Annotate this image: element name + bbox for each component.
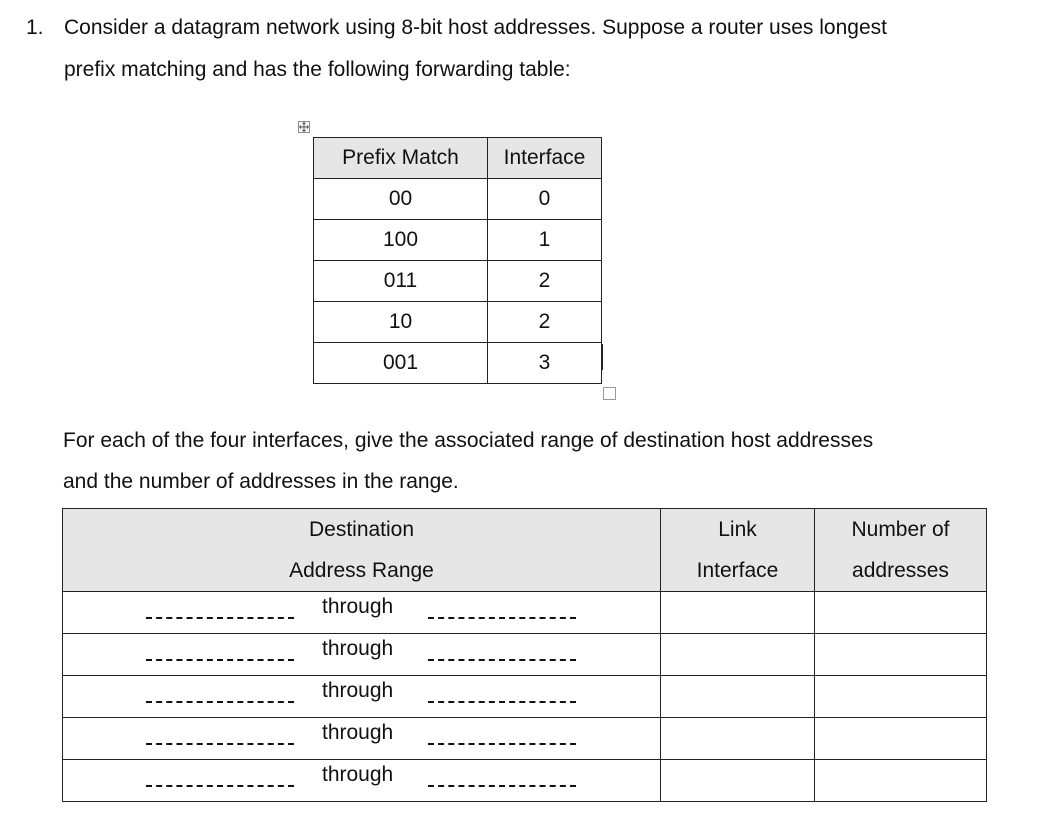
address-range-cell [63,592,661,634]
address-count-cell[interactable] [815,634,987,676]
prefix-cell: 100 [314,220,488,261]
table-row [314,302,602,343]
header-link-interface [661,509,815,592]
question-text-line1: Consider a datagram network using 8-bit host addresses. Suppose a router uses longest [64,16,887,39]
through-label: through [322,595,394,618]
interface-cell: 1 [488,220,602,261]
link-interface-cell[interactable] [661,676,815,718]
header-number-line2: addresses [852,559,949,582]
address-count-cell[interactable] [815,592,987,634]
table-row [314,343,602,384]
address-range-cell [63,760,661,802]
table-row [63,634,987,676]
header-interface: Interface [488,138,602,179]
table-move-handle-icon[interactable] [298,121,310,133]
range-start-blank[interactable] [146,616,294,619]
answer-table [62,508,987,802]
forwarding-table [313,137,602,384]
forwarding-table-header-row [314,138,602,179]
range-end-blank[interactable] [428,742,576,745]
link-interface-cell[interactable] [661,718,815,760]
table-row [314,179,602,220]
question-text-line2: prefix matching and has the following forwarding table: [64,58,571,81]
address-count-cell[interactable] [815,718,987,760]
header-prefix-match: Prefix Match [314,138,488,179]
address-count-cell[interactable] [815,676,987,718]
range-start-blank[interactable] [146,784,294,787]
through-label: through [322,637,394,660]
address-range-cell [63,718,661,760]
through-label: through [322,721,394,744]
address-count-cell[interactable] [815,760,987,802]
link-interface-cell[interactable] [661,634,815,676]
table-row [63,592,987,634]
interface-cell: 0 [488,179,602,220]
table-row [63,676,987,718]
range-end-blank[interactable] [428,784,576,787]
instructions-line1: For each of the four interfaces, give the associated range of destination host addresses [63,429,874,452]
interface-cell: 2 [488,302,602,343]
instructions-line2: and the number of addresses in the range. [63,470,459,493]
header-link-line1: Link [718,518,757,541]
header-destination-line2: Address Range [289,559,434,582]
interface-cell: 3 [488,343,602,384]
range-start-blank[interactable] [146,700,294,703]
range-end-blank[interactable] [428,616,576,619]
link-interface-cell[interactable] [661,760,815,802]
range-end-blank[interactable] [428,658,576,661]
interface-cell: 2 [488,261,602,302]
table-row [314,261,602,302]
prefix-cell: 10 [314,302,488,343]
link-interface-cell[interactable] [661,592,815,634]
range-start-blank[interactable] [146,742,294,745]
through-label: through [322,679,394,702]
through-label: through [322,763,394,786]
prefix-cell: 001 [314,343,488,384]
table-row [314,220,602,261]
text-cursor [602,344,603,370]
table-row [63,760,987,802]
prefix-cell: 011 [314,261,488,302]
table-row [63,718,987,760]
address-range-cell [63,634,661,676]
range-end-blank[interactable] [428,700,576,703]
header-number-line1: Number of [851,518,950,541]
header-link-line2: Interface [696,559,779,582]
header-destination-range [63,509,661,592]
address-range-cell [63,676,661,718]
range-start-blank[interactable] [146,658,294,661]
table-resize-handle-icon[interactable] [603,387,616,400]
header-number-of-addresses [815,509,987,592]
question-number: 1. [26,16,44,39]
prefix-cell: 00 [314,179,488,220]
answer-table-header-row [63,509,987,592]
header-destination-line1: Destination [308,518,415,541]
